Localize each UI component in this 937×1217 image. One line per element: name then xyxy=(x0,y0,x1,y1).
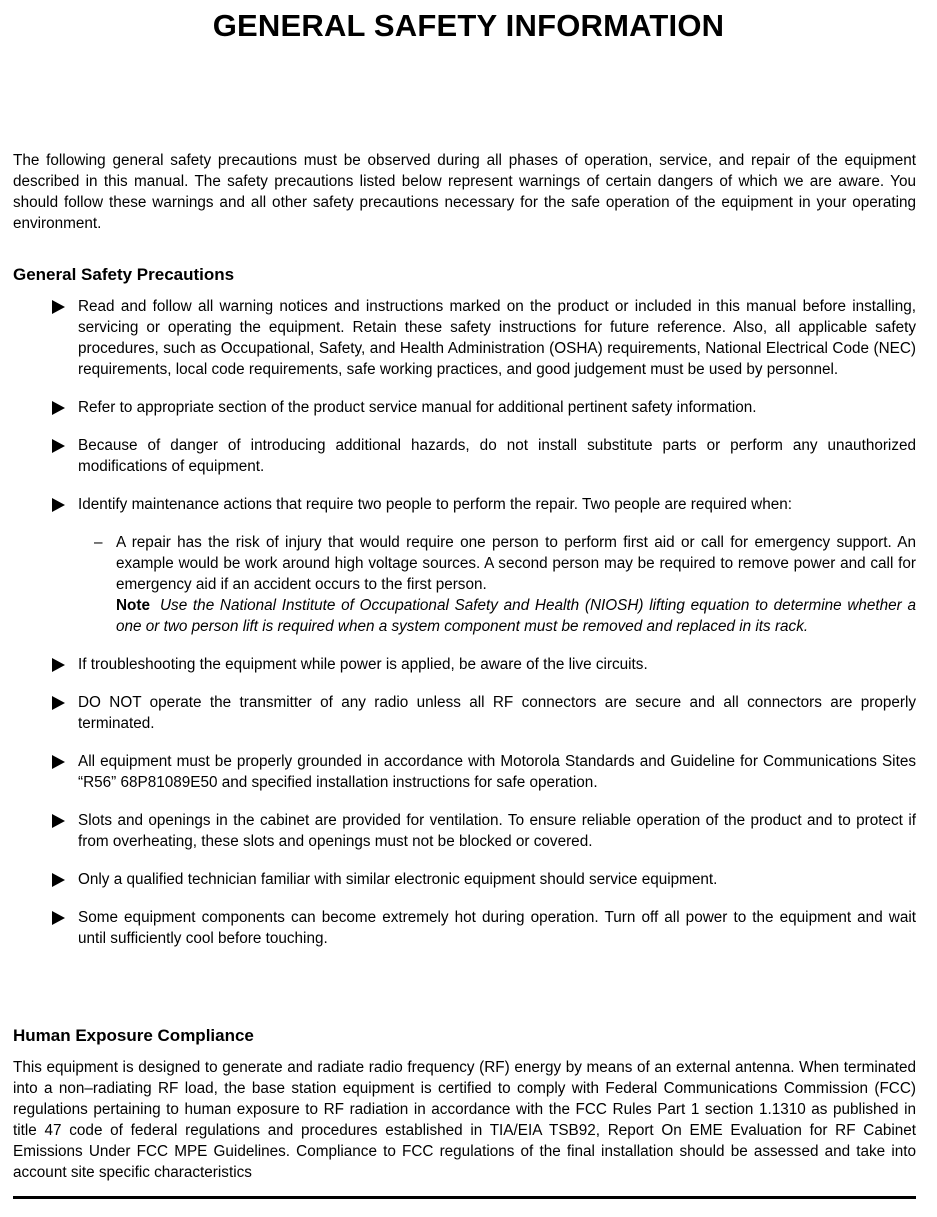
triangle-bullet-icon xyxy=(52,658,65,672)
list-item xyxy=(0,397,937,418)
human-exposure-heading: Human Exposure Compliance xyxy=(13,1026,254,1045)
triangle-bullet-icon xyxy=(52,755,65,769)
list-item xyxy=(0,751,937,793)
note xyxy=(116,595,916,637)
list-item xyxy=(0,494,937,637)
list-item-text: Because of danger of introducing additional hazards, do not install substitute parts or perform any unauthorized modifications of equipment. xyxy=(78,437,916,475)
triangle-bullet-icon xyxy=(52,401,65,415)
sub-list-item-text: A repair has the risk of injury that would require one person to perform first aid or call for emergency support. An example would be work around high voltage sources. A second person may be required to remove power and call for emergency aid if an accident occurs to the first person. xyxy=(116,534,916,593)
triangle-bullet-icon xyxy=(52,439,65,453)
list-item xyxy=(0,692,937,734)
list-item-text: Slots and openings in the cabinet are provided for ventilation. To ensure reliable operation of the product and to protect if from overheating, these slots and openings must not be blocked or covered. xyxy=(78,812,916,850)
list-item-text: Only a qualified technician familiar with similar electronic equipment should service equipment. xyxy=(78,871,718,888)
list-item-text: Read and follow all warning notices and instructions marked on the product or included in this manual before installing, servicing or operating the equipment. Retain these safety instructions for future reference. Also, all applicable safety procedures, such as Occupational, Safety, and Health Administration (OSHA) requirements, National Electrical Code (NEC) requirements, local code requirements, safe working practices, and good judgement must be used by personnel. xyxy=(78,298,916,378)
footer-rule xyxy=(13,1196,916,1199)
list-item-text: If troubleshooting the equipment while power is applied, be aware of the live circuits. xyxy=(78,656,648,673)
sub-list-item xyxy=(78,532,916,637)
triangle-bullet-icon xyxy=(52,300,65,314)
list-item xyxy=(0,869,937,890)
list-item xyxy=(0,296,937,380)
triangle-bullet-icon xyxy=(52,814,65,828)
list-item-text: Some equipment components can become extremely hot during operation. Turn off all power to the equipment and wait until sufficiently cool before touching. xyxy=(78,909,916,947)
list-item xyxy=(0,907,937,949)
list-item-text: Refer to appropriate section of the product service manual for additional pertinent safety information. xyxy=(78,399,757,416)
list-item-text: All equipment must be properly grounded in accordance with Motorola Standards and Guideline for Communications Sites “R56” 68P81089E50 and specified installation instructions for safe operation. xyxy=(78,753,916,791)
note-label: Note xyxy=(116,597,150,614)
general-safety-heading: General Safety Precautions xyxy=(13,265,235,284)
human-exposure-paragraph: This equipment is designed to generate and radiate radio frequency (RF) energy by means of an external antenna. When terminated into a non–radiating RF load, the base station equipment is certified to comply with Federal Communications Commission (FCC) regulations pertaining to human exposure to RF radiation in accordance with the FCC Rules Part 1 section 1.1310 as published in title 47 code of federal regulations and procedures established in TIA/EIA TSB92, Report On EME Evaluation for RF Cabinet Emissions Under FCC MPE Guidelines. Compliance to FCC regulations of the final installation should be assessed and take into account site specific characteristics xyxy=(13,1059,916,1181)
page-title: GENERAL SAFETY INFORMATION xyxy=(212,8,725,43)
safety-precautions-list xyxy=(0,296,937,966)
note-text: Use the National Institute of Occupational Safety and Health (NIOSH) lifting equation to determine whether a one or two person lift is required when a system component must be removed and replaced in its rack. xyxy=(116,597,916,635)
list-item xyxy=(0,654,937,675)
list-item xyxy=(0,435,937,477)
triangle-bullet-icon xyxy=(52,498,65,512)
list-item-text: Identify maintenance actions that require two people to perform the repair. Two people are required when: xyxy=(78,496,793,513)
dash-bullet: – xyxy=(94,534,103,551)
triangle-bullet-icon xyxy=(52,873,65,887)
triangle-bullet-icon xyxy=(52,911,65,925)
list-item xyxy=(0,810,937,852)
list-item-text: DO NOT operate the transmitter of any radio unless all RF connectors are secure and all connectors are properly terminated. xyxy=(78,694,916,732)
triangle-bullet-icon xyxy=(52,696,65,710)
intro-paragraph: The following general safety precautions must be observed during all phases of operation, service, and repair of the equipment described in this manual. The safety precautions listed below represent warnings of certain dangers of which we are aware. You should follow these warnings and all other safety precautions necessary for the safe operation of the equipment in your operating environment. xyxy=(13,152,916,232)
